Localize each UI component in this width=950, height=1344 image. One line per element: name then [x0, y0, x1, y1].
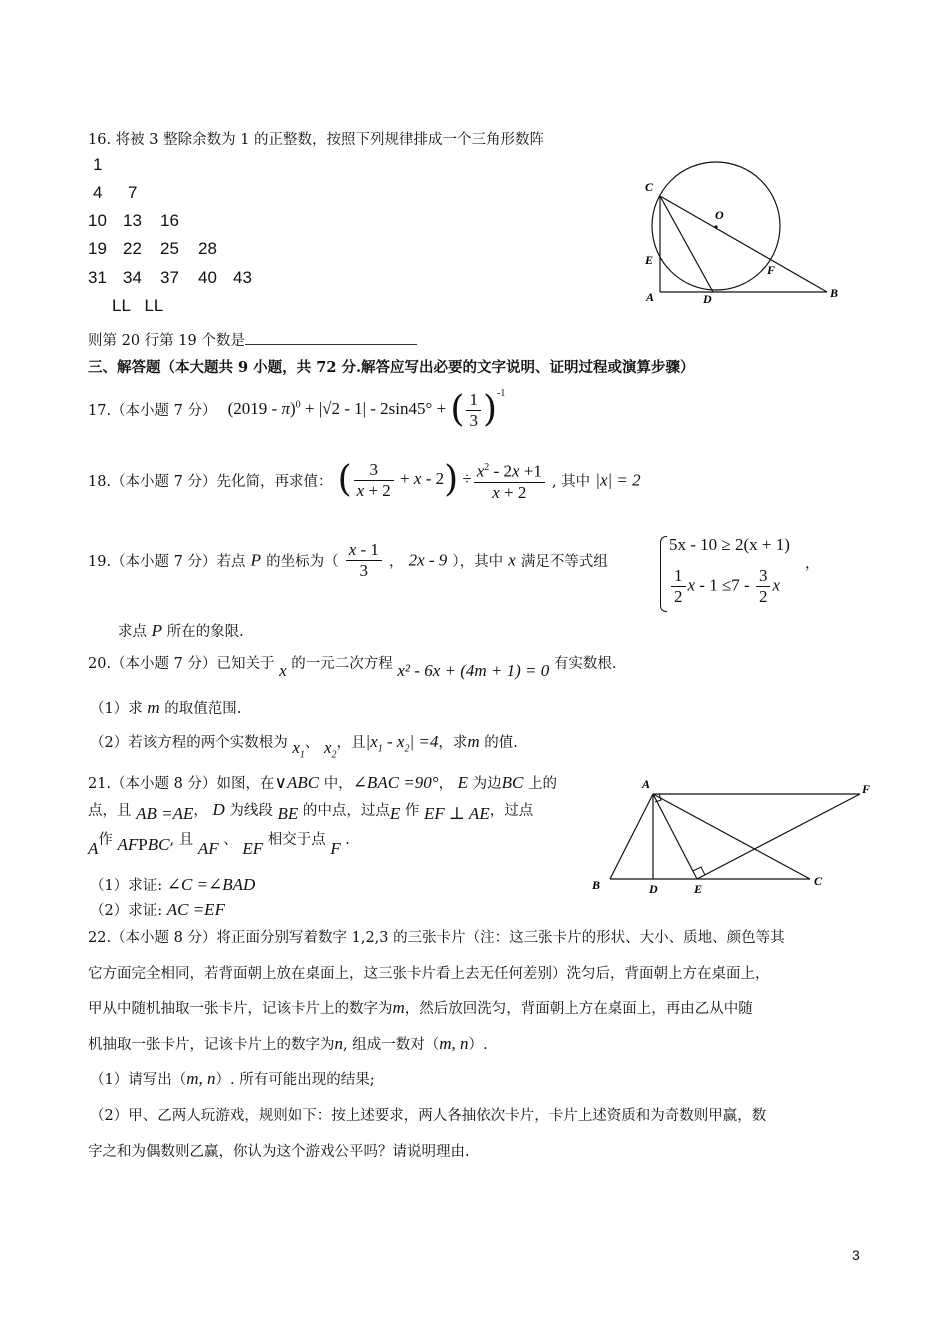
q21-line1: 21.（本小题 8 分）如图，在∨ABC 中，∠BAC =90°， E 为边BC 上的: [88, 773, 558, 792]
q20: 20.（本小题 7 分）已知关于 x 的一元二次方程 x² - 6x + (4m + 1) = 0 有实数根.: [88, 656, 617, 680]
segment-ae: [653, 794, 697, 879]
label-d: D: [649, 882, 658, 896]
q16-ask: [88, 329, 417, 350]
label-a: A: [646, 290, 655, 304]
segment-cd: [660, 196, 713, 292]
q19-coord1: $\frac{x - 1}{3}$: [346, 540, 382, 581]
q19-coord2: 2x - 9: [408, 550, 448, 570]
q22-line3: 甲从中随机抽取一张卡片，记该卡片上的数字为m，然后放回洗匀，背面朝上方在桌面上，再由乙从中随: [88, 998, 753, 1017]
q20-equation: x² - 6x + (4m + 1) = 0: [397, 661, 550, 680]
q20-prefix: 20.（本小题 7 分）已知关于: [88, 656, 275, 672]
q22-part1: （1）请写出（m, n）. 所有可能出现的结果;: [90, 1069, 375, 1088]
q21-part2: （2）求证: AC =EF: [90, 900, 225, 919]
inequality-1: 5x - 10 ≥ 2(x + 1): [669, 535, 790, 554]
label-e: E: [645, 253, 654, 267]
tri-cell: 7: [128, 183, 138, 202]
tri-cell: 16: [160, 211, 179, 230]
q18-suffix: , 其中: [551, 473, 591, 490]
tri-cell: 43: [233, 268, 252, 287]
label-c: C: [645, 180, 654, 194]
q18-condition: |x| = 2: [595, 470, 641, 490]
q20-mid: 的一元二次方程: [291, 656, 393, 672]
page-number: 3: [852, 1247, 860, 1263]
q17-expression: (2019 - π)$^0$ + |√2 - 1| - 2sin45° + ( $\frac{1}{3}$ )$^{-1}$: [227, 388, 506, 431]
tri-cell: 10: [88, 211, 107, 230]
label-c: C: [814, 874, 823, 888]
q20-suffix: 有实数根.: [553, 656, 617, 672]
inequality-2: $\frac{1}{2}$ x - 1 ≤7 - $\frac{3}{2}$ x: [669, 566, 780, 607]
q22-part2b: 字之和为偶数则乙赢，你认为这个游戏公平吗？请说明理由.: [88, 1144, 470, 1160]
q19-mid: 的坐标为（: [266, 554, 339, 570]
segment-ac: [653, 794, 810, 879]
label-f: F: [862, 782, 871, 796]
tri-cell: 25: [160, 239, 179, 258]
q18-expression: ( $\frac{3}{x + 2}$ + x - 2) ÷ $\frac{x^2 - 2x +1}{x + 2}$: [338, 469, 547, 488]
q17-prefix: 17.（本小题 7 分）: [88, 402, 217, 419]
q16-ask-text: 则第 20 行第 19 个数是: [88, 333, 245, 349]
tri-cell: 31: [88, 268, 107, 287]
segment-ab: [610, 794, 653, 879]
q19-prefix: 19.（本小题 7 分）若点: [88, 554, 246, 570]
center-point: [714, 225, 717, 228]
answer-blank: [245, 330, 417, 345]
q19-mid2: ），其中: [452, 554, 504, 570]
tri-cell: 13: [123, 211, 142, 230]
q19: 19.（本小题 7 分）若点 P 的坐标为（ $\frac{x - 1}{3}$ ， 2x - 9 ），其中 x 满足不等式组: [88, 540, 608, 580]
tri-cell: 40: [198, 268, 217, 287]
label-b: B: [830, 286, 839, 300]
label-f: F: [767, 263, 776, 277]
section-heading: 三、解答题（本大题共 9 小题，共 72 分.解答应写出必要的文字说明、证明过程或演算步骤）: [88, 359, 695, 376]
triangle-figure: [585, 772, 875, 897]
circle-tangent-figure: [635, 160, 850, 310]
tri-ellipsis: LL LL: [112, 296, 164, 315]
tri-cell: 28: [198, 239, 217, 258]
q20-part1: （1）求 m 的取值范围.: [90, 698, 242, 717]
q22-line2: 它方面完全相同，若背面朝上放在桌面上，这三张卡片看上去无任何差别）洗匀后，背面朝上方在桌面上，: [88, 966, 770, 982]
label-o: O: [715, 208, 724, 222]
tri-cell: 37: [160, 268, 179, 287]
label-d: D: [703, 292, 712, 306]
q21-line2: 点，且 AB =AE， D 为线段 BE 的中点，过点E 作 EF ⊥ AE，过点: [88, 800, 534, 823]
q19-line2: 求点 P 所在的象限.: [118, 621, 244, 640]
tri-cell: 34: [123, 268, 142, 287]
q19-mid3: 满足不等式组: [520, 554, 608, 570]
q20-part2: （2）若该方程的两个实数根为 $x_1$、 $x_2$，且$|x_1 - x_2| =4$，求m 的值.: [90, 732, 518, 761]
tri-cell: 4: [93, 183, 103, 202]
q22-line1: 22.（本小题 8 分）将正面分别写着数字 1,2,3 的三张卡片（注：这三张卡片的形状、大小、质地、颜色等其: [88, 930, 785, 946]
q22-part2a: （2）甲、乙两人玩游戏，规则如下：按上述要求，两人各抽依次卡片，卡片上述资质和为奇数则甲赢，数: [90, 1108, 767, 1124]
q18: [88, 458, 641, 503]
segment-ef: [697, 794, 860, 879]
q18-prefix: 18.（本小题 7 分）先化简，再求值：: [88, 473, 333, 490]
q16-text: 16. 将被 3 整除余数为 1 的正整数，按照下列规律排成一个三角形数阵: [88, 132, 545, 148]
q22-line4: 机抽取一张卡片，记该卡片上的数字为n, 组成一数对（m, n）.: [88, 1034, 488, 1053]
tri-cell: 1: [93, 155, 103, 174]
tri-cell: 19: [88, 239, 107, 258]
q17: [88, 388, 505, 431]
label-b: B: [592, 878, 601, 892]
q21-part1: （1）求证: ∠C =∠BAD: [90, 875, 256, 894]
segment-cb: [660, 196, 827, 292]
label-a: A: [642, 777, 651, 791]
tri-cell: 22: [123, 239, 142, 258]
label-e: E: [694, 882, 703, 896]
q21-line3: A作 AFPBC, 且 AF 、 EF 相交于点 F .: [88, 832, 350, 858]
